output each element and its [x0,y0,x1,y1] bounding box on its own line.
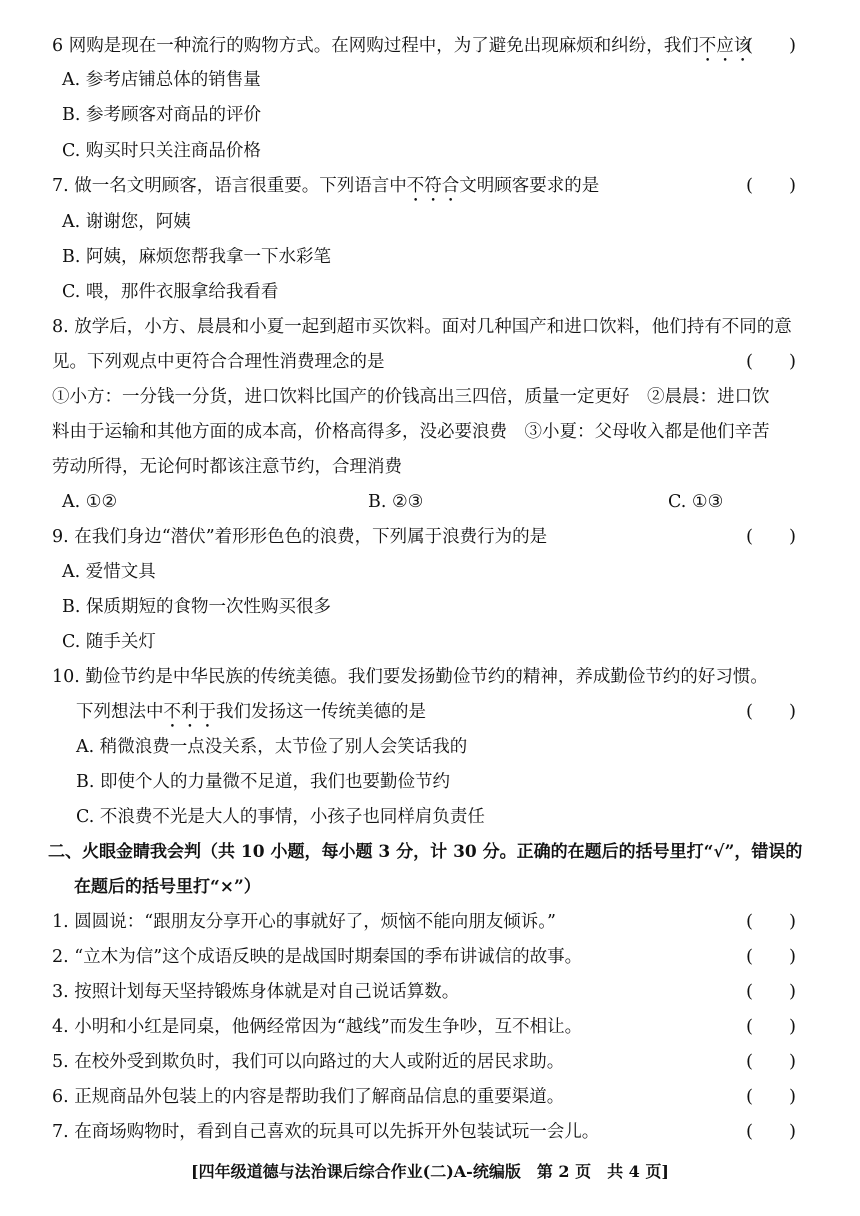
q10-stem-text-a: 下列想法中 [76,702,164,722]
judge-item-1: 1. 圆圆说：“跟朋友分享开心的事就好了，烦恼不能向朋友倾诉。” [52,912,556,932]
q8-stem-line4: 料由于运输和其他方面的成本高，价格高得多，没必要浪费 ③小夏：父母收入都是他们辛苦 [52,422,770,442]
q10-option-c: C. 不浪费不光是大人的事情，小孩子也同样肩负责任 [76,807,485,827]
q9-answer-paren[interactable]: ( ) [746,526,797,547]
q8-option-a: A. ①② [62,492,118,512]
q6-answer-paren[interactable]: ( ) [746,35,797,56]
judge-item-2-paren[interactable]: ( ) [746,946,797,967]
q8-stem-line1: 8. 放学后，小方、晨晨和小夏一起到超市买饮料。面对几种国产和进口饮料，他们持有不同的意 [52,317,792,337]
q8-option-b: B. ②③ [368,492,424,512]
q6-stem [52,34,751,66]
q7-answer-paren[interactable]: ( ) [746,175,797,196]
section2-title-line1: 二、火眼金睛我会判（共 10 小题，每小题 3 分，计 30 分。正确的在题后的括号里打“√”，错误的 [48,842,803,862]
q10-option-a: A. 稍微浪费一点没关系，太节俭了别人会笑话我的 [76,737,468,757]
q7-option-b: B. 阿姨，麻烦您帮我拿一下水彩笔 [62,247,331,267]
judge-item-3: 3. 按照计划每天坚持锻炼身体就是对自己说话算数。 [52,982,460,1002]
judge-item-5: 5. 在校外受到欺负时，我们可以向路过的大人或附近的居民求助。 [52,1052,565,1072]
judge-item-7: 7. 在商场购物时，看到自己喜欢的玩具可以先拆开外包装试玩一会儿。 [52,1122,600,1142]
q7-stem-emphasis: 不符合 [406,176,460,196]
q9-option-a: A. 爱惜文具 [62,562,156,582]
judge-item-2: 2. “立木为信”这个成语反映的是战国时期秦国的季布讲诚信的故事。 [52,947,583,967]
q8-stem-line5: 劳动所得，无论何时都该注意节约，合理消费 [52,457,402,477]
section2-title-line2: 在题后的括号里打“×”） [74,877,261,897]
q6-stem-emphasis: 不应该 [698,36,752,56]
q7-option-a: A. 谢谢您，阿姨 [62,212,191,232]
judge-item-5-paren[interactable]: ( ) [746,1051,797,1072]
q8-stem-line3: ①小方：一分钱一分货，进口饮料比国产的价钱高出三四倍，质量一定更好 ②晨晨：进口饮 [52,387,770,407]
q8-option-c: C. ①③ [668,492,724,512]
q10-stem-text-b: 我们发扬这一传统美德的是 [216,702,426,722]
q9-option-c: C. 随手关灯 [62,632,156,652]
judge-item-6: 6. 正规商品外包装上的内容是帮助我们了解商品信息的重要渠道。 [52,1087,565,1107]
q10-stem-emphasis: 不利于 [163,702,216,722]
q10-answer-paren[interactable]: ( ) [746,701,797,722]
q7-stem-text-a: 7. 做一名文明顾客，语言很重要。下列语言中 [52,176,407,196]
q8-stem-line2: 见。下列观点中更符合合理性消费理念的是 [52,352,385,372]
q9-stem: 9. 在我们身边“潜伏”着形形色色的浪费，下列属于浪费行为的是 [52,527,548,547]
q7-option-c: C. 喂，那件衣服拿给我看看 [62,282,279,302]
judge-item-4: 4. 小明和小红是同桌，他俩经常因为“越线”而发生争吵，互不相让。 [52,1017,583,1037]
judge-item-7-paren[interactable]: ( ) [746,1121,797,1142]
q6-option-b: B. 参考顾客对商品的评价 [62,105,261,125]
q6-stem-text: 6 网购是现在一种流行的购物方式。在网购过程中，为了避免出现麻烦和纠纷，我们 [52,36,699,56]
q9-option-b: B. 保质期短的食物一次性购买很多 [62,597,331,617]
q10-stem-line1: 10. 勤俭节约是中华民族的传统美德。我们要发扬勤俭节约的精神，养成勤俭节约的好习惯。 [52,667,768,687]
q8-answer-paren[interactable]: ( ) [746,351,797,372]
q7-stem [52,174,599,206]
q10-stem-line2 [76,700,426,732]
page-footer: [四年级道德与法治课后综合作业(二)A-统编版 第 2 页 共 4 页] [191,1162,669,1181]
judge-item-4-paren[interactable]: ( ) [746,1016,797,1037]
judge-item-1-paren[interactable]: ( ) [746,911,797,932]
judge-item-3-paren[interactable]: ( ) [746,981,797,1002]
q7-stem-text-b: 文明顾客要求的是 [459,176,600,196]
q10-option-b: B. 即使个人的力量微不足道，我们也要勤俭节约 [76,772,450,792]
judge-item-6-paren[interactable]: ( ) [746,1086,797,1107]
q6-option-a: A. 参考店铺总体的销售量 [62,70,261,90]
q6-option-c: C. 购买时只关注商品价格 [62,141,261,161]
